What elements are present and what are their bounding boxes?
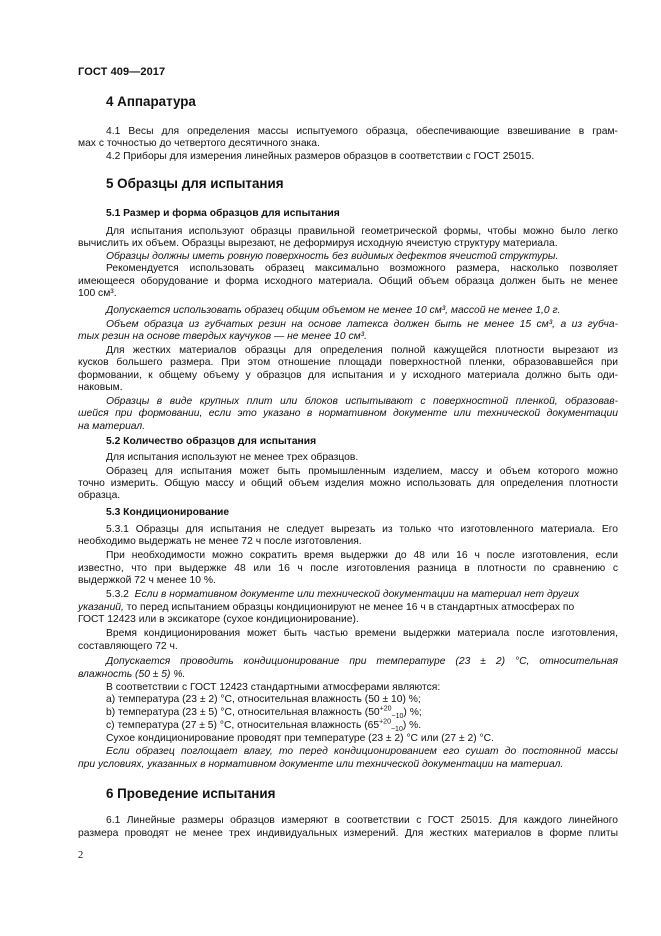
section-6-title: 6 Проведение испытания bbox=[106, 786, 276, 801]
text-line: Допускается проводить кондиционирование при температуре (23 ± 2) °С, относительная bbox=[106, 656, 618, 667]
italic-text: указаний, bbox=[78, 602, 124, 613]
text-line bbox=[78, 589, 618, 601]
plain-text: то перед испытанием образцы кондиционируют не менее 16 ч в стандартных атмосферах по bbox=[126, 602, 575, 613]
text-line: размера проводят не менее трех индивидуальных измерений. Для жестких материалов в форме плиты bbox=[78, 828, 618, 839]
standard-header: ГОСТ 409—2017 bbox=[78, 66, 166, 78]
text-line: составляющего 72 ч. bbox=[78, 641, 178, 652]
text-line: 6.1 Линейные размеры образцов измеряют в соответствии с ГОСТ 25015. Для каждого линейного bbox=[106, 815, 618, 826]
list-item bbox=[78, 720, 618, 732]
list-text: c) температура (27 ± 5) °С, относительная влажность (65 bbox=[106, 720, 380, 731]
list-text: ) %; bbox=[403, 707, 422, 718]
tolerance-sub: −10 bbox=[390, 726, 403, 734]
tolerance-sup: +20 bbox=[379, 705, 392, 713]
text-line: При необходимости можно сократить время выдержки до 48 или 16 ч после изготовления, если bbox=[106, 550, 618, 561]
text-line: Если образец поглощает влагу, то перед кондиционированием его сушат до постоянной массы bbox=[106, 746, 618, 757]
text-line: выдержкой 72 ч менее 10 %. bbox=[78, 575, 216, 586]
text-line: влажность (50 ± 5) %. bbox=[78, 669, 186, 680]
text-line: известно, что при выдержке 48 или 16 ч после изготовления разница в плотности по сравнению с bbox=[78, 563, 618, 574]
text-line: В соответствии с ГОСТ 12423 стандартными атмосферами являются: bbox=[106, 682, 441, 693]
text-line: Сухое кондиционирование проводят при температуре (23 ± 2) °С или (27 ± 2) °С. bbox=[106, 733, 494, 744]
text-line: точно измерить. Общую массу и общий объем изделия можно использовать для определения плотности bbox=[78, 478, 618, 489]
text-line: 5.3.1 Образцы для испытания не следует вырезать из только что изготовленного материала. Его bbox=[106, 524, 618, 535]
text-line: Объем образца из губчатых резин на основе латекса должен быть не менее 15 см³, а из губча- bbox=[106, 319, 618, 330]
subsection-5-2-title: 5.2 Количество образцов для испытания bbox=[106, 436, 317, 447]
text-line: формовании, к общему объему у образцов для испытания и у исходного материала должно быть оди- bbox=[78, 370, 618, 381]
italic-text: Если в нормативном документе или технической документации на материал нет других bbox=[134, 589, 580, 600]
section-4-title: 4 Аппаратура bbox=[106, 94, 196, 109]
text-line: 100 см³. bbox=[78, 288, 117, 299]
page-number: 2 bbox=[78, 850, 84, 861]
text-line: кусков большего размера. При этом отношение площади поверхностной пленки, образовавшейся при bbox=[78, 357, 618, 368]
text-line: шейся при формовании, если это указано в нормативном документе или технической документации bbox=[78, 408, 618, 419]
text-line: имеющееся оборудование и форма исходного материала. Общий объем образца должен быть не менее bbox=[78, 276, 618, 287]
text-line: Время кондиционирования может быть частью времени выдержки материала после изготовления, bbox=[106, 628, 618, 639]
list-text: ) %. bbox=[402, 720, 422, 731]
text-line: Образцы должны иметь ровную поверхность без видимых дефектов ячеистой структуры. bbox=[106, 251, 559, 262]
list-text: b) температура (23 ± 5) °С, относительная влажность (50 bbox=[106, 707, 380, 718]
text-line: на материал. bbox=[78, 421, 146, 432]
text-line: при условиях, указанных в нормативном документе или технической документации на материал. bbox=[78, 759, 564, 770]
text-line: Для жестких материалов образцы для определения полной кажущейся плотности вырезают из bbox=[106, 345, 618, 356]
text-line: необходимо выдержать не менее 72 ч после изготовления. bbox=[78, 536, 362, 547]
text-line: наковым. bbox=[78, 382, 123, 393]
clause-number: 5.3.2 bbox=[106, 589, 129, 600]
section-5-title: 5 Образцы для испытания bbox=[106, 176, 284, 191]
text-line: образца. bbox=[78, 490, 121, 501]
text-line: вычислить их объем. Образцы вырезают, не деформируя исходную ячеистую структуру материала. bbox=[78, 238, 558, 249]
text-line: ГОСТ 12423 или в эксикаторе (сухое кондиционирование). bbox=[78, 614, 359, 625]
text-line: Образцы в виде крупных плит или блоков испытывают с поверхностной пленкой, образовав- bbox=[106, 396, 618, 407]
text-line: Образец для испытания может быть промышленным изделием, массу и объем которого можно bbox=[106, 466, 618, 477]
tolerance-sup: +20 bbox=[379, 718, 391, 726]
text-line: Для испытания используют не менее трех образцов. bbox=[106, 452, 359, 463]
text-line: 4.1 Весы для определения массы испытуемого образца, обеспечивающие взвешивание в грам- bbox=[106, 126, 618, 137]
text-line bbox=[78, 602, 618, 614]
list-item bbox=[78, 707, 618, 719]
list-item: a) температура (23 ± 2) °С, относительная влажность (50 ± 10) %; bbox=[106, 694, 421, 705]
text-line: Для испытания используют образцы правильной геометрической формы, чтобы можно было легко bbox=[106, 226, 618, 237]
text-line: тых резин на основе твердых каучуков — не менее 10 см³. bbox=[78, 331, 367, 342]
subsection-5-3-title: 5.3 Кондиционирование bbox=[106, 507, 230, 518]
text-line: Рекомендуется использовать образец максимально возможного размера, насколько позволяет bbox=[106, 263, 618, 274]
text-line: 4.2 Приборы для измерения линейных размеров образцов в соответствии с ГОСТ 25015. bbox=[106, 151, 535, 162]
text-line: Допускается использовать образец общим объемом не менее 10 см³, массой не менее 1,0 г. bbox=[106, 305, 561, 316]
tolerance-sub: −10 bbox=[391, 713, 404, 721]
subsection-5-1-title: 5.1 Размер и форма образцов для испытания bbox=[106, 208, 340, 219]
text-line: мах с точностью до четвертого десятичного знака. bbox=[78, 138, 320, 149]
